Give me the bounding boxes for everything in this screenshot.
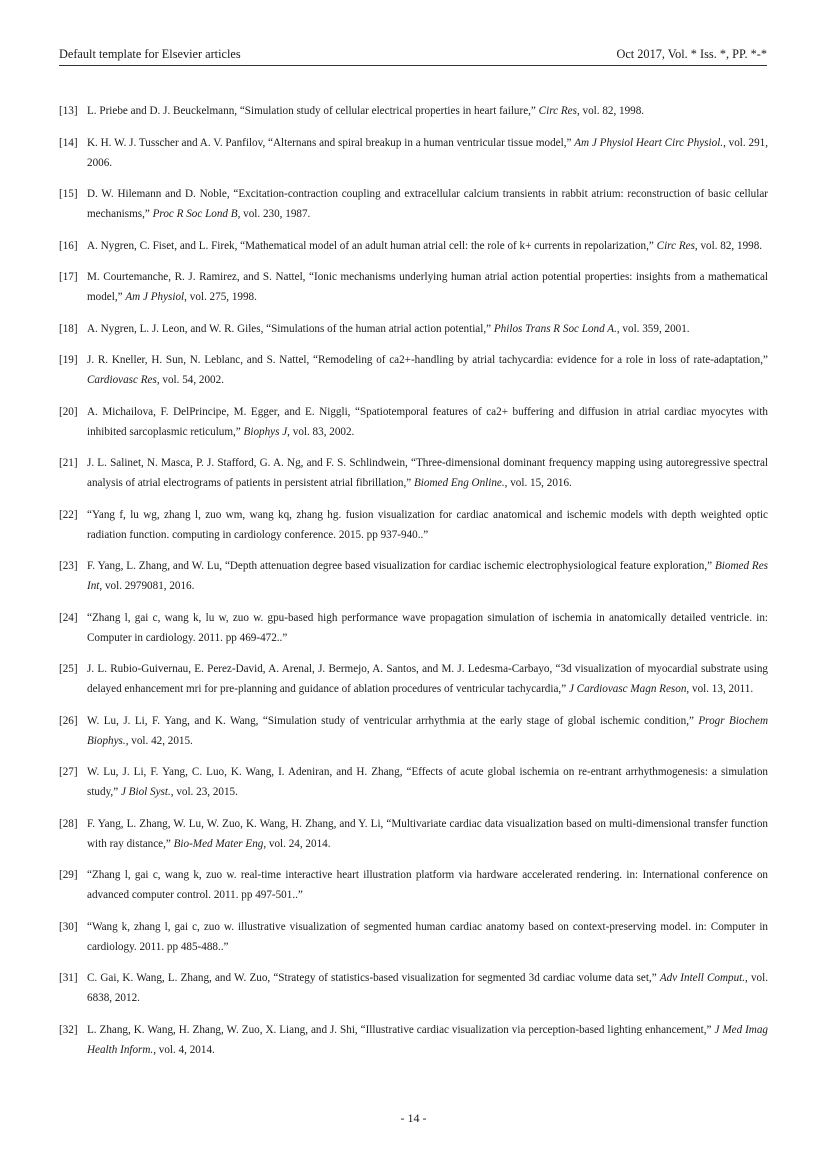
reference-text bbox=[87, 968, 768, 1008]
page-number: - 14 - bbox=[400, 1111, 427, 1125]
reference-number: [26] bbox=[59, 714, 78, 727]
reference-journal: Circ Res bbox=[538, 105, 577, 117]
reference-text bbox=[87, 133, 768, 173]
reference-journal: Cardiovasc Res bbox=[87, 374, 157, 386]
reference-number: [14] bbox=[59, 136, 78, 149]
reference-item bbox=[59, 236, 768, 256]
reference-number: [23] bbox=[59, 560, 78, 572]
reference-item bbox=[59, 608, 768, 648]
reference-citation: J. R. Kneller, H. Sun, N. Leblanc, and S. Nattel, “Remodeling of ca2+-handling by atrial tachycardia: evidence for a role in loss of rate-adaptation,” bbox=[87, 354, 768, 366]
reference-number: [27] bbox=[59, 766, 78, 778]
reference-number: [17] bbox=[59, 271, 78, 283]
reference-item bbox=[59, 319, 768, 339]
reference-citation: “Yang f, lu wg, zhang l, zuo wm, wang kq, zhang hg. fusion visualization for cardiac anatomical and ischemic models with depth weighted optic radiation function. computing in cardiology conference. 2015. pp 937-940..” bbox=[87, 508, 768, 541]
reference-item bbox=[59, 865, 768, 905]
reference-journal: J Med Imag Health Inform. bbox=[87, 1023, 768, 1056]
reference-citation: “Wang k, zhang l, gai c, zuo w. illustrative visualization of segmented human cardiac anatomy based on context-preserving model. in: Computer in cardiology. 2011. pp 485-488..” bbox=[87, 920, 768, 953]
reference-citation: M. Courtemanche, R. J. Ramirez, and S. Nattel, “Ionic mechanisms underlying human atrial action potential properties: insights from a mathematical model,” bbox=[87, 271, 768, 303]
reference-volume-year: , vol. 2979081, 2016. bbox=[99, 580, 195, 592]
reference-citation: “Zhang l, gai c, wang k, lu w, zuo w. gpu-based high performance wave propagation simulation of ischemia in anatomically detailed ventricle. in: Computer in cardiology. 2011. pp 469-472..” bbox=[87, 611, 768, 644]
reference-number: [21] bbox=[59, 457, 78, 469]
header-issue-info: Oct 2017, Vol. * Iss. *, PP. *-* bbox=[616, 47, 767, 61]
reference-number: [25] bbox=[59, 663, 78, 675]
reference-journal: Progr Biochem Biophys. bbox=[87, 714, 768, 747]
reference-number: [19] bbox=[59, 354, 78, 366]
reference-text bbox=[87, 505, 768, 545]
reference-item bbox=[59, 402, 768, 442]
reference-item bbox=[59, 814, 768, 854]
reference-list bbox=[59, 101, 768, 1071]
reference-volume-year: , vol. 82, 1998. bbox=[576, 105, 645, 117]
reference-volume-year: , vol. 4, 2014. bbox=[153, 1043, 215, 1056]
reference-item bbox=[59, 968, 768, 1008]
reference-citation: J. L. Rubio-Guivernau, E. Perez-David, A. Arenal, J. Bermejo, A. Santos, and M. J. Ledesma-Carbayo, “3d visualization of myocardial substrate using delayed enhancement mri for pre-planning and guidance of ablation procedures of ventricular tachycardia,” bbox=[87, 663, 768, 695]
reference-volume-year: , vol. 24, 2014. bbox=[263, 837, 331, 850]
reference-citation: D. W. Hilemann and D. Noble, “Excitation-contraction coupling and extracellular calcium transients in rabbit atrium: reconstruction of basic cellular mechanisms,” bbox=[87, 188, 768, 220]
reference-text bbox=[87, 453, 768, 493]
reference-citation: A. Michailova, F. DelPrincipe, M. Egger, and E. Niggli, “Spatiotemporal features of ca2+ buffering and diffusion in atrial cardiac myocytes with inhibited sarcoplasmic reticulum,” bbox=[87, 405, 768, 438]
reference-journal: Proc R Soc Lond B bbox=[152, 208, 238, 220]
reference-text bbox=[87, 608, 768, 648]
reference-item bbox=[59, 453, 768, 493]
reference-volume-year: , vol. 54, 2002. bbox=[156, 374, 224, 386]
reference-volume-year: , vol. 15, 2016. bbox=[504, 477, 572, 489]
reference-citation: W. Lu, J. Li, F. Yang, and K. Wang, “Simulation study of ventricular arrhythmia at the early stage of global ischemic condition,” bbox=[87, 714, 699, 727]
reference-item bbox=[59, 350, 768, 390]
reference-text bbox=[87, 319, 768, 339]
reference-journal: Circ Res bbox=[656, 239, 695, 252]
reference-citation: W. Lu, J. Li, F. Yang, C. Luo, K. Wang, I. Adeniran, and H. Zhang, “Effects of acute global ischemia on re-entrant arrhythmogenesis: a simulation study,” bbox=[87, 766, 768, 798]
reference-volume-year: , vol. 291, 2006. bbox=[87, 136, 768, 169]
reference-text bbox=[87, 101, 768, 121]
reference-text bbox=[87, 267, 768, 307]
reference-text bbox=[87, 1020, 768, 1060]
reference-citation: C. Gai, K. Wang, L. Zhang, and W. Zuo, “Strategy of statistics-based visualization for segmented 3d cardiac volume data set,” bbox=[87, 972, 660, 984]
reference-number: [32] bbox=[59, 1023, 78, 1036]
reference-journal: Bio-Med Mater Eng bbox=[173, 837, 264, 850]
reference-volume-year: , vol. 230, 1987. bbox=[237, 208, 311, 220]
reference-item bbox=[59, 267, 768, 307]
reference-text bbox=[87, 659, 768, 699]
reference-journal: J Biol Syst. bbox=[120, 786, 171, 798]
reference-number: [29] bbox=[59, 869, 78, 881]
reference-item bbox=[59, 1020, 768, 1060]
reference-text bbox=[87, 184, 768, 224]
reference-text bbox=[87, 556, 768, 596]
reference-volume-year: , vol. 13, 2011. bbox=[686, 683, 754, 695]
reference-item bbox=[59, 505, 768, 545]
reference-volume-year: , vol. 83, 2002. bbox=[287, 425, 355, 438]
reference-number: [16] bbox=[59, 239, 78, 252]
reference-journal: Am J Physiol bbox=[125, 291, 185, 303]
header-rule bbox=[59, 65, 767, 66]
reference-citation: L. Zhang, K. Wang, H. Zhang, W. Zuo, X. Liang, and J. Shi, “Illustrative cardiac visualization via perception-based lighting enhancement,” bbox=[87, 1023, 715, 1036]
reference-text bbox=[87, 236, 768, 256]
reference-text bbox=[87, 865, 768, 905]
reference-item bbox=[59, 101, 768, 121]
reference-text bbox=[87, 917, 768, 957]
reference-citation: J. L. Salinet, N. Masca, P. J. Stafford, G. A. Ng, and F. S. Schlindwein, “Three-dimensional dominant frequency mapping using autoregressive spectral analysis of atrial electrograms of patients in persistent atrial fibrillation,” bbox=[87, 457, 768, 489]
reference-volume-year: , vol. 42, 2015. bbox=[125, 734, 193, 747]
reference-text bbox=[87, 350, 768, 390]
reference-journal: J Cardiovasc Magn Reson bbox=[568, 683, 687, 695]
reference-citation: A. Nygren, C. Fiset, and L. Firek, “Mathematical model of an adult human atrial cell: the role of k+ currents in repolarization,” bbox=[87, 239, 657, 252]
reference-number: [24] bbox=[59, 611, 78, 624]
reference-item bbox=[59, 184, 768, 224]
reference-text bbox=[87, 711, 768, 751]
reference-item bbox=[59, 659, 768, 699]
reference-journal: Biomed Res Int bbox=[87, 560, 769, 592]
reference-journal: Philos Trans R Soc Lond A. bbox=[493, 322, 617, 335]
reference-number: [28] bbox=[59, 817, 78, 830]
reference-volume-year: , vol. 82, 1998. bbox=[694, 239, 763, 252]
reference-journal: Am J Physiol Heart Circ Physiol. bbox=[574, 136, 724, 149]
reference-citation: F. Yang, L. Zhang, and W. Lu, “Depth attenuation degree based visualization for cardiac ischemic electrophysiological feature exploration,” bbox=[87, 560, 715, 572]
reference-number: [13] bbox=[59, 105, 78, 117]
reference-item bbox=[59, 762, 768, 802]
reference-journal: Biophys J bbox=[243, 425, 288, 438]
reference-item bbox=[59, 556, 768, 596]
reference-number: [18] bbox=[59, 322, 78, 335]
reference-citation: L. Priebe and D. J. Beuckelmann, “Simulation study of cellular electrical properties in heart failure,” bbox=[87, 105, 539, 117]
reference-volume-year: , vol. 6838, 2012. bbox=[87, 972, 769, 1004]
reference-item bbox=[59, 133, 768, 173]
reference-number: [15] bbox=[59, 188, 78, 200]
reference-number: [31] bbox=[59, 972, 78, 984]
reference-citation: F. Yang, L. Zhang, W. Lu, W. Zuo, K. Wang, H. Zhang, and Y. Li, “Multivariate cardiac data visualization based on multi-dimensional transfer function with ray distance,” bbox=[87, 817, 768, 850]
reference-volume-year: , vol. 359, 2001. bbox=[616, 322, 690, 335]
reference-number: [30] bbox=[59, 920, 78, 933]
reference-citation: “Zhang l, gai c, wang k, zuo w. real-time interactive heart illustration platform via hardware accelerated rendering. in: International conference on advanced computer control. 2011. pp 497-501..” bbox=[87, 869, 768, 901]
reference-text bbox=[87, 814, 768, 854]
reference-text bbox=[87, 402, 768, 442]
reference-volume-year: , vol. 275, 1998. bbox=[184, 291, 257, 303]
reference-item bbox=[59, 711, 768, 751]
reference-citation: K. H. W. J. Tusscher and A. V. Panfilov, “Alternans and spiral breakup in a human ventricular tissue model,” bbox=[87, 136, 575, 149]
reference-volume-year: , vol. 23, 2015. bbox=[170, 786, 238, 798]
running-header bbox=[59, 47, 767, 61]
reference-number: [20] bbox=[59, 405, 78, 418]
reference-item bbox=[59, 917, 768, 957]
header-journal-template: Default template for Elsevier articles bbox=[59, 47, 241, 61]
reference-journal: Adv Intell Comput. bbox=[659, 972, 746, 984]
reference-number: [22] bbox=[59, 508, 78, 521]
reference-citation: A. Nygren, L. J. Leon, and W. R. Giles, “Simulations of the human atrial action potential,” bbox=[87, 322, 494, 335]
reference-text bbox=[87, 762, 768, 802]
reference-journal: Biomed Eng Online. bbox=[414, 477, 505, 489]
